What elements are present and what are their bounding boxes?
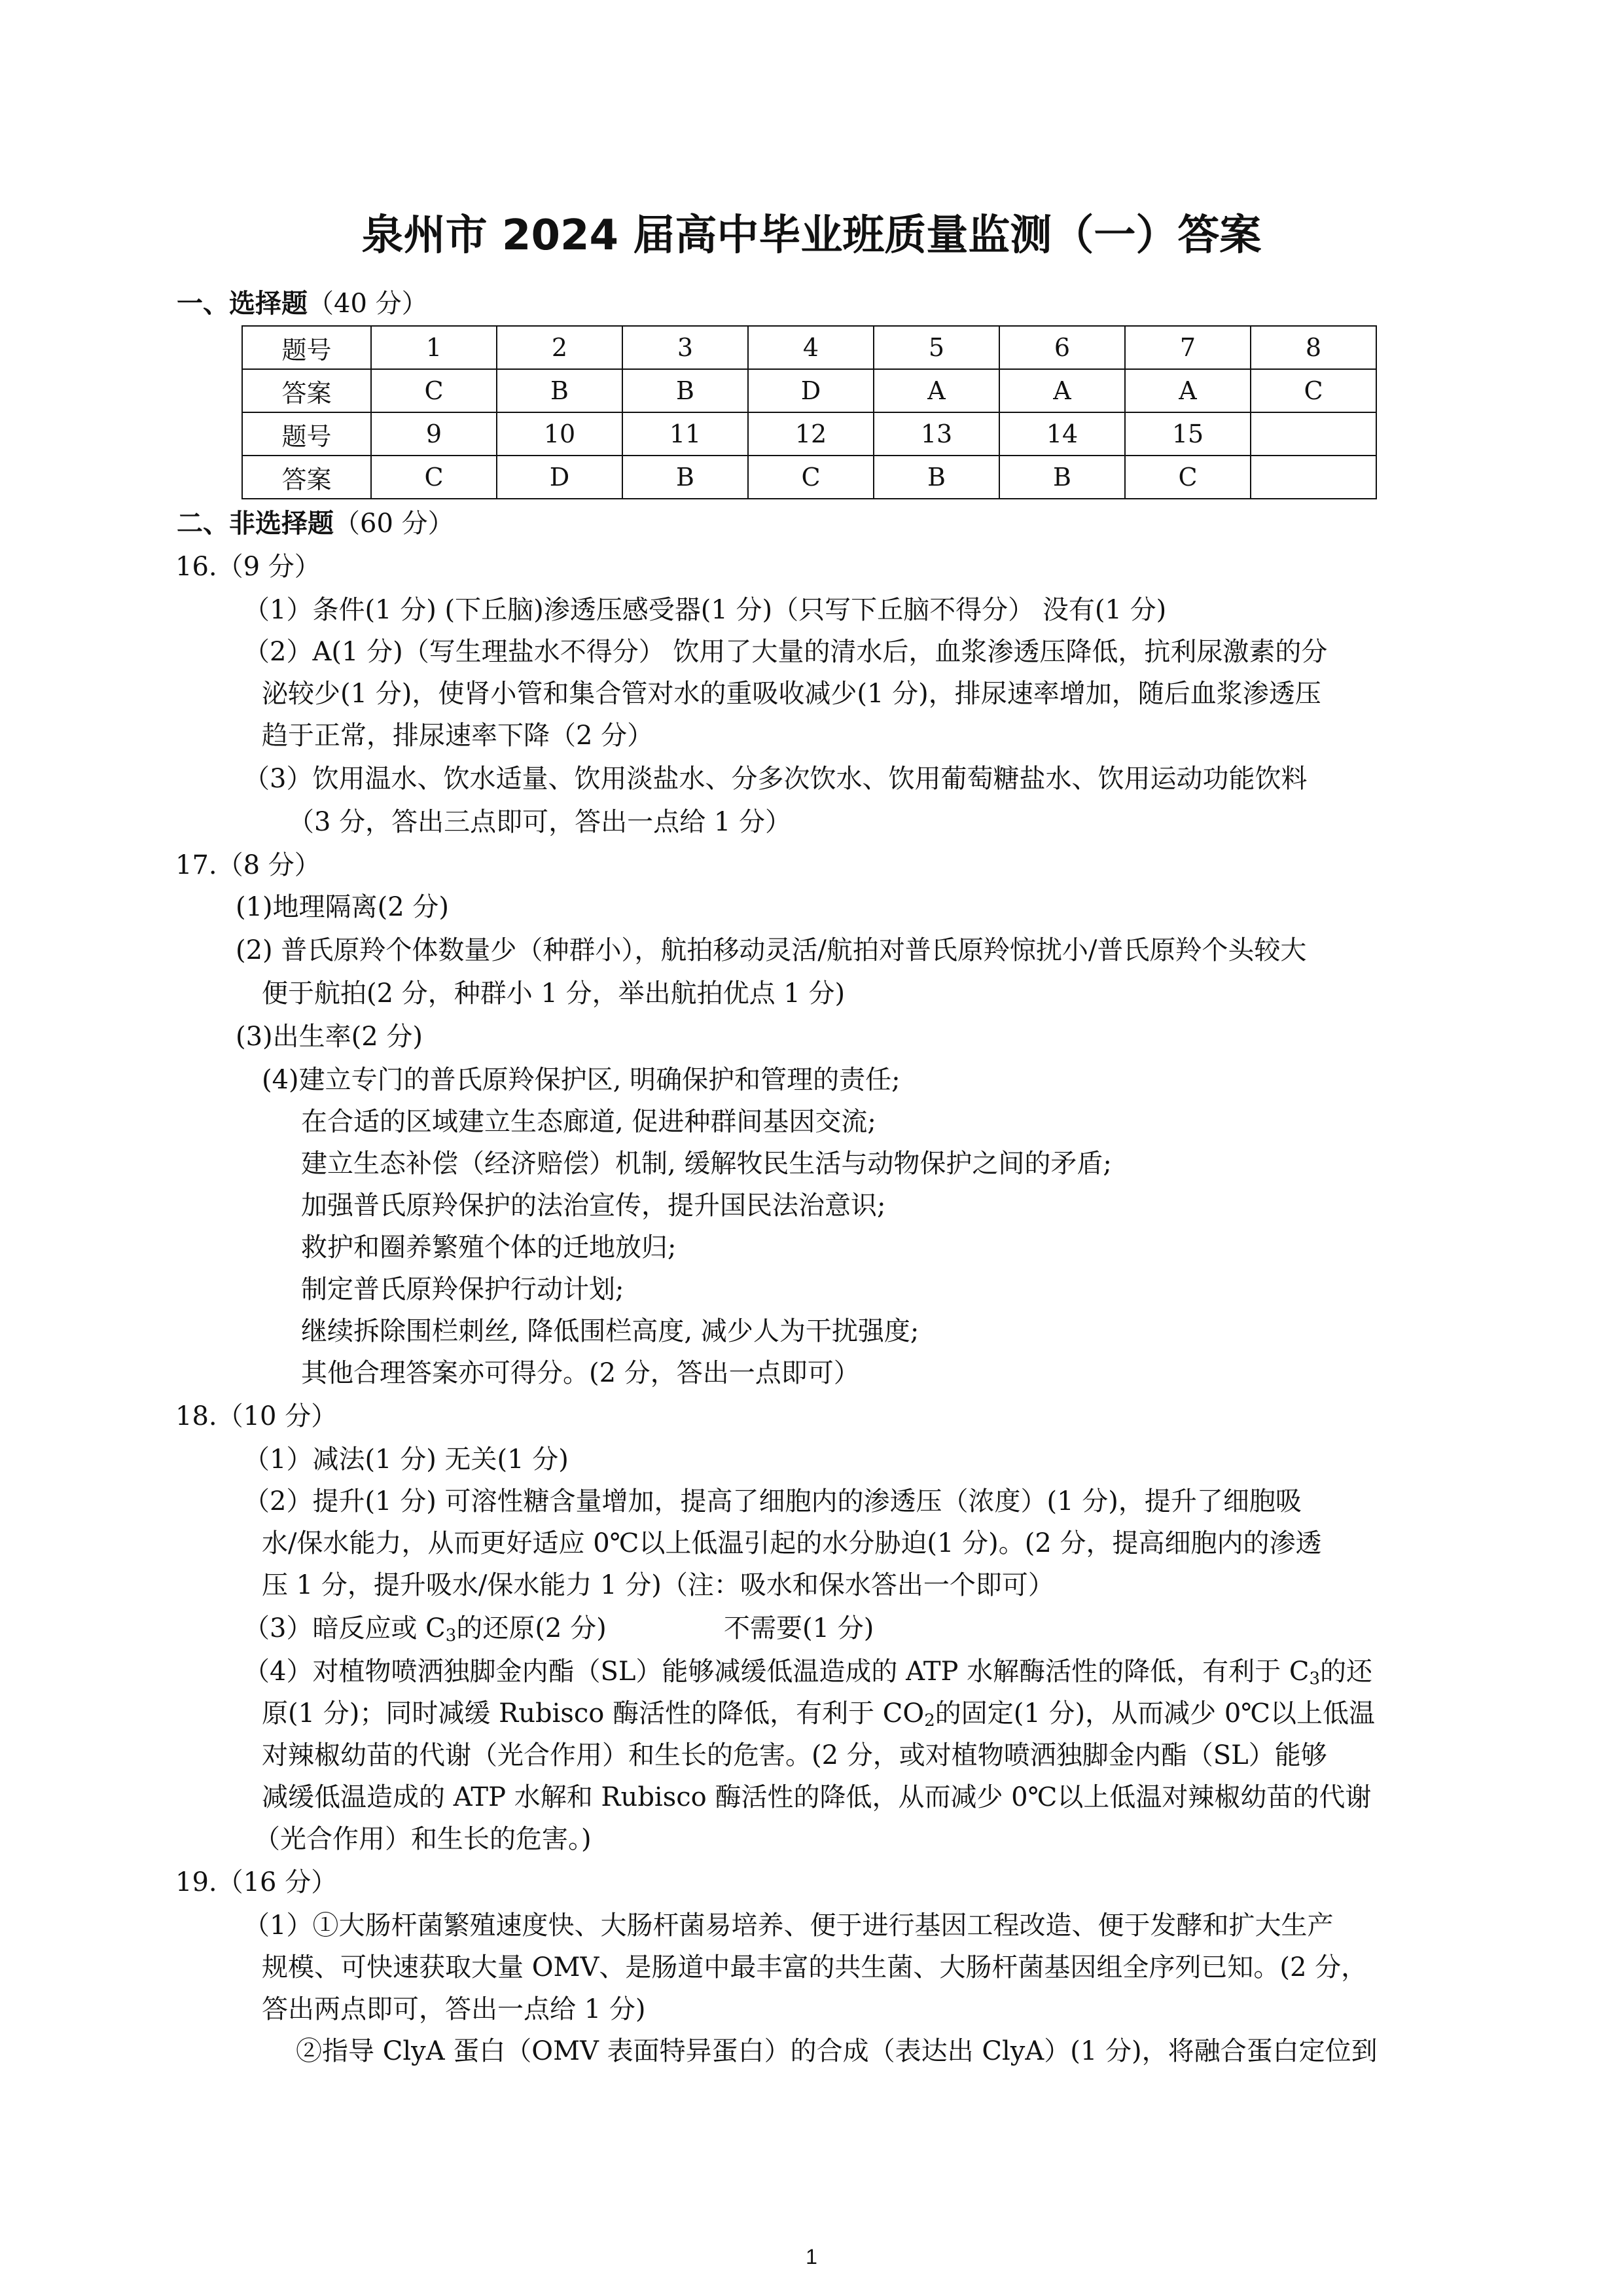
table-cell: B [874,456,999,499]
table-cell: 4 [748,326,874,369]
table-cell: 12 [748,412,874,456]
subscript: 3 [445,1626,457,1645]
table-cell: C [748,456,874,499]
table-cell: 10 [497,412,622,456]
table-cell: 3 [622,326,748,369]
section1-heading [177,288,428,319]
q18-line: （光合作用）和生长的危害。) [254,1824,592,1854]
table-cell: C [1125,456,1251,499]
section1-label: 一、选择题 [177,289,308,319]
section2-points: （60 分） [334,509,454,539]
table-cell: B [999,456,1125,499]
q16-line: 泌较少(1 分)，使肾小管和集合管对水的重吸收减少(1 分)，排尿速率增加，随后血浆渗透压 [262,679,1321,709]
table-row [242,326,1376,369]
row-label: 答案 [242,369,371,412]
table-cell: D [497,456,622,499]
q17-heading: 17.（8 分） [175,850,321,880]
q18-line: 对辣椒幼苗的代谢（光合作用）和生长的危害。(2 分，或对植物喷洒独脚金内酯（SL）能够 [262,1740,1327,1770]
subscript: 3 [1309,1669,1321,1689]
q19-line: 答出两点即可，答出一点给 1 分) [262,1994,646,2024]
table-cell [1251,456,1376,499]
q18-line [262,1698,1375,1729]
q18-line: 水/保水能力，从而更好适应 0℃以上低温引起的水分胁迫(1 分)。(2 分，提高细胞内的渗透 [262,1528,1322,1558]
table-cell: 5 [874,326,999,369]
q18-text: 的固定(1 分)，从而减少 0℃以上低温 [935,1698,1376,1729]
section1-points: （40 分） [308,289,428,319]
page-title: 泉州市 2024 届高中毕业班质量监测（一）答案 [361,211,1262,260]
table-cell: 13 [874,412,999,456]
q18-line [243,1613,607,1644]
table-cell: C [371,369,497,412]
table-cell: D [748,369,874,412]
q17-line: (2) 普氏原羚个体数量少（种群小），航拍移动灵活/航拍对普氏原羚惊扰小/普氏原羚个头较大 [236,935,1307,965]
table-cell: C [1251,369,1376,412]
table-row [242,412,1376,456]
q17-line: 加强普氏原羚保护的法治宣传，提升国民法治意识; [301,1191,886,1221]
table-cell: B [622,369,748,412]
section2-heading [177,508,454,539]
q17-line: 便于航拍(2 分，种群小 1 分，举出航拍优点 1 分) [262,978,846,1009]
q18-line: 减缓低温造成的 ATP 水解和 Rubisco 酶活性的降低，从而减少 0℃以上低温对辣椒幼苗的代谢 [262,1782,1372,1812]
table-cell: 9 [371,412,497,456]
q17-line: 建立生态补偿（经济赔偿）机制, 缓解牧民生活与动物保护之间的矛盾; [301,1149,1112,1179]
table-cell: 11 [622,412,748,456]
q18-line: 不需要(1 分) [724,1613,874,1643]
q17-line: (4)建立专门的普氏原羚保护区, 明确保护和管理的责任; [262,1065,901,1095]
q17-line: 救护和圈养繁殖个体的迁地放归; [301,1232,677,1263]
table-cell: 6 [999,326,1125,369]
table-cell: 2 [497,326,622,369]
table-cell [1251,412,1376,456]
q18-text: 原(1 分)；同时减缓 Rubisco 酶活性的降低，有利于 CO [262,1698,925,1729]
table-cell: 15 [1125,412,1251,456]
q19-line: 规模、可快速获取大量 OMV、是肠道中最丰富的共生菌、大肠杆菌基因组全序列已知。(2 分， [262,1952,1368,1982]
q18-line: 压 1 分，提升吸水/保水能力 1 分)（注：吸水和保水答出一个即可） [262,1570,1054,1600]
table-cell: 8 [1251,326,1376,369]
table-row [242,369,1376,412]
table-cell: 14 [999,412,1125,456]
table-cell: B [622,456,748,499]
q17-line: (1)地理隔离(2 分) [236,892,450,922]
q16-line: 趋于正常，排尿速率下降（2 分） [262,721,654,751]
page-number: 1 [806,2245,817,2269]
q18-text: （3）暗反应或 C [243,1613,446,1643]
q19-heading: 19.（16 分） [175,1867,338,1897]
q17-line: 制定普氏原羚保护行动计划; [301,1274,624,1304]
q17-line: 继续拆除围栏刺丝, 降低围栏高度, 减少人为干扰强度; [301,1316,919,1346]
q19-line: （1）①大肠杆菌繁殖速度快、大肠杆菌易培养、便于进行基因工程改造、便于发酵和扩大生产 [243,1910,1334,1941]
q16-line: （3 分，答出三点即可，答出一点给 1 分） [288,807,792,837]
q17-line: (3)出生率(2 分) [236,1022,423,1052]
subscript: 2 [924,1711,935,1731]
q16-line: （3）饮用温水、饮水适量、饮用淡盐水、分多次饮水、饮用葡萄糖盐水、饮用运动功能饮料 [243,764,1308,794]
q18-text: 的还原(2 分) [456,1613,607,1643]
q19-line: ②指导 ClyA 蛋白（OMV 表面特异蛋白）的合成（表达出 ClyA）(1 分)，将融合蛋白定位到 [296,2036,1378,2066]
row-label: 答案 [242,456,371,499]
q17-line: 其他合理答案亦可得分。(2 分，答出一点即可） [301,1358,860,1388]
table-cell: C [371,456,497,499]
q18-heading: 18.（10 分） [175,1401,338,1431]
table-cell: A [1125,369,1251,412]
q16-heading: 16.（9 分） [175,552,321,582]
table-cell: B [497,369,622,412]
q18-line: （2）提升(1 分) 可溶性糖含量增加，提高了细胞内的渗透压（浓度）(1 分)，提升了细胞吸 [243,1486,1302,1516]
q17-line: 在合适的区域建立生态廊道, 促进种群间基因交流; [301,1107,876,1137]
q18-text: （4）对植物喷洒独脚金内酯（SL）能够减缓低温造成的 ATP 水解酶活性的降低，有利于 C [243,1657,1310,1687]
q16-line: （1）条件(1 分) (下丘脑)渗透压感受器(1 分)（只写下丘脑不得分） 没有(1 分) [243,595,1167,625]
table-cell: A [874,369,999,412]
table-row [242,456,1376,499]
q18-line [243,1656,1372,1687]
table-cell: 1 [371,326,497,369]
row-label: 题号 [242,412,371,456]
table-cell: A [999,369,1125,412]
answer-table [241,325,1377,499]
q18-text: 的还 [1320,1657,1373,1687]
q18-line: （1）减法(1 分) 无关(1 分) [243,1444,569,1475]
q16-line: （2）A(1 分)（写生理盐水不得分） 饮用了大量的清水后，血浆渗透压降低，抗利尿激素的分 [243,637,1328,667]
table-cell: 7 [1125,326,1251,369]
section2-label: 二、非选择题 [177,509,334,539]
row-label: 题号 [242,326,371,369]
